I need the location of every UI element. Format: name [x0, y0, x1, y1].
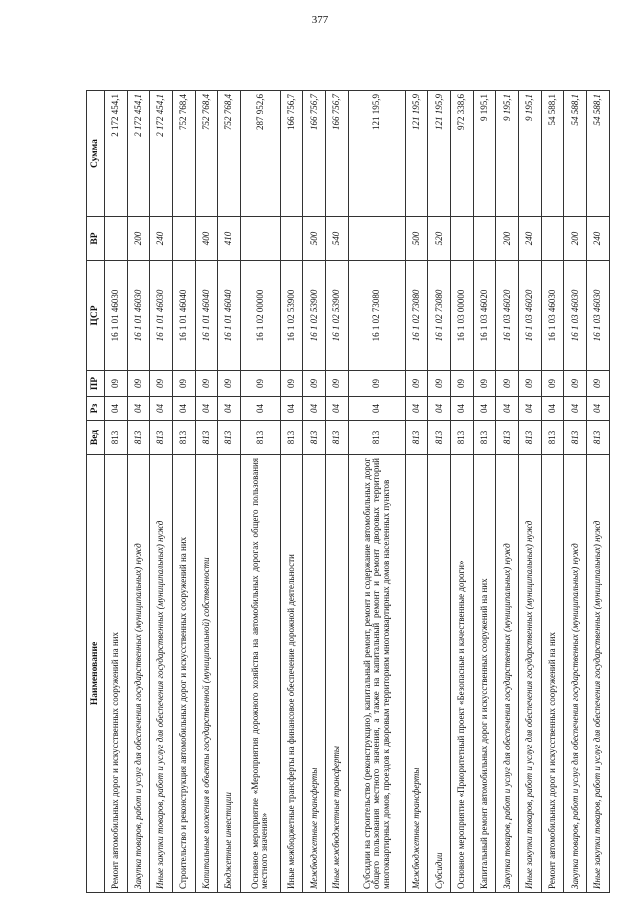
header-vr: ВР: [87, 217, 105, 261]
cell-csr: 16 1 02 73080: [428, 261, 451, 371]
cell-sum: 166 756,7: [280, 91, 303, 217]
table-row: [451, 91, 474, 893]
cell-name: Иные межбюджетные трансферты на финансовое обеспечение дорожной деятельности: [280, 455, 303, 893]
cell-rz: 04: [218, 397, 241, 421]
table-header-row: [87, 91, 105, 893]
cell-csr: 16 1 02 53900: [326, 261, 349, 371]
cell-name: Капитальные вложения в объекты государственной (муниципальной) собственности: [195, 455, 218, 893]
cell-csr: 16 1 03 46030: [541, 261, 564, 371]
cell-rz: 04: [405, 397, 428, 421]
cell-rz: 04: [195, 397, 218, 421]
table-row: [240, 91, 280, 893]
cell-vr: 240: [519, 217, 542, 261]
cell-sum: 54 588,1: [587, 91, 610, 217]
cell-pr: 09: [105, 371, 128, 397]
cell-sum: 752 768,4: [195, 91, 218, 217]
cell-vr: 200: [564, 217, 587, 261]
table-body: [105, 91, 610, 893]
cell-name: Межбюджетные трансферты: [405, 455, 428, 893]
cell-name: Закупка товаров, работ и услуг для обеспечения государственных (муниципальных) нужд: [496, 455, 519, 893]
cell-pr: 09: [172, 371, 195, 397]
cell-rz: 04: [172, 397, 195, 421]
cell-vr: 200: [496, 217, 519, 261]
cell-name: Ремонт автомобильных дорог и искусственных сооружений на них: [541, 455, 564, 893]
cell-pr: 09: [587, 371, 610, 397]
cell-pr: 09: [127, 371, 150, 397]
cell-csr: 16 1 01 46030: [105, 261, 128, 371]
table-row: [303, 91, 326, 893]
cell-vr: [348, 217, 405, 261]
cell-csr: 16 1 02 53900: [303, 261, 326, 371]
cell-rz: 04: [428, 397, 451, 421]
page-number: 377: [311, 14, 329, 26]
cell-vr: 540: [326, 217, 349, 261]
cell-ved: 813: [326, 421, 349, 455]
cell-rz: 04: [105, 397, 128, 421]
cell-csr: 16 1 02 73080: [348, 261, 405, 371]
cell-sum: 9 195,1: [519, 91, 542, 217]
cell-ved: 813: [587, 421, 610, 455]
table-row: [105, 91, 128, 893]
table-row: [496, 91, 519, 893]
cell-sum: 2 172 454,1: [127, 91, 150, 217]
cell-pr: 09: [150, 371, 173, 397]
cell-rz: 04: [303, 397, 326, 421]
cell-ved: 813: [428, 421, 451, 455]
cell-sum: 752 768,4: [218, 91, 241, 217]
cell-pr: 09: [473, 371, 496, 397]
table-row: [473, 91, 496, 893]
cell-name: Основное мероприятие «Приоритетный проект «Безопасные и качественные дороги»: [451, 455, 474, 893]
cell-ved: 813: [564, 421, 587, 455]
cell-rz: 04: [326, 397, 349, 421]
cell-csr: 16 1 03 46020: [473, 261, 496, 371]
cell-rz: 04: [496, 397, 519, 421]
table-row: [587, 91, 610, 893]
cell-pr: 09: [326, 371, 349, 397]
cell-pr: 09: [218, 371, 241, 397]
cell-name: Основное мероприятие «Мероприятия дорожного хозяйства на автомобильных дорогах общего пользования местного значения»: [240, 455, 280, 893]
cell-sum: 54 588,1: [541, 91, 564, 217]
cell-vr: [172, 217, 195, 261]
cell-csr: 16 1 02 53900: [280, 261, 303, 371]
cell-ved: 813: [280, 421, 303, 455]
cell-sum: 2 172 454,1: [150, 91, 173, 217]
cell-ved: 813: [240, 421, 280, 455]
cell-vr: 240: [587, 217, 610, 261]
table-row: [195, 91, 218, 893]
cell-name: Бюджетные инвестиции: [218, 455, 241, 893]
table-row: [541, 91, 564, 893]
table-row: [326, 91, 349, 893]
cell-ved: 813: [303, 421, 326, 455]
cell-rz: 04: [473, 397, 496, 421]
cell-pr: 09: [240, 371, 280, 397]
header-ved: Вед: [87, 421, 105, 455]
table-row: [127, 91, 150, 893]
cell-csr: 16 1 02 00000: [240, 261, 280, 371]
cell-pr: 09: [428, 371, 451, 397]
cell-rz: 04: [150, 397, 173, 421]
cell-vr: [280, 217, 303, 261]
cell-sum: 2 172 454,1: [105, 91, 128, 217]
cell-csr: 16 1 01 46030: [127, 261, 150, 371]
cell-vr: 520: [428, 217, 451, 261]
cell-csr: 16 1 03 00000: [451, 261, 474, 371]
table-row: [519, 91, 542, 893]
cell-sum: 972 338,6: [451, 91, 474, 217]
cell-sum: 121 195,9: [405, 91, 428, 217]
cell-pr: 09: [496, 371, 519, 397]
header-sum: Сумма: [87, 91, 105, 217]
cell-csr: 16 1 03 46030: [564, 261, 587, 371]
cell-ved: 813: [496, 421, 519, 455]
table-row: [218, 91, 241, 893]
cell-vr: [451, 217, 474, 261]
cell-sum: 9 195,1: [496, 91, 519, 217]
table-row: [150, 91, 173, 893]
cell-csr: 16 1 01 46040: [195, 261, 218, 371]
cell-vr: 240: [150, 217, 173, 261]
cell-name: Иные закупки товаров, работ и услуг для обеспечения государственных (муниципальных) нужд: [150, 455, 173, 893]
cell-ved: 813: [105, 421, 128, 455]
cell-pr: 09: [564, 371, 587, 397]
cell-pr: 09: [195, 371, 218, 397]
header-name: Наименование: [87, 455, 105, 893]
table-row: [405, 91, 428, 893]
cell-pr: 09: [348, 371, 405, 397]
cell-ved: 813: [195, 421, 218, 455]
cell-pr: 09: [405, 371, 428, 397]
cell-ved: 813: [519, 421, 542, 455]
cell-rz: 04: [240, 397, 280, 421]
cell-sum: 166 756,7: [303, 91, 326, 217]
cell-ved: 813: [405, 421, 428, 455]
cell-rz: 04: [564, 397, 587, 421]
cell-vr: 410: [218, 217, 241, 261]
cell-vr: [240, 217, 280, 261]
table-row: [428, 91, 451, 893]
cell-vr: 200: [127, 217, 150, 261]
header-rz: Рз: [87, 397, 105, 421]
cell-sum: 54 588,1: [564, 91, 587, 217]
cell-ved: 813: [127, 421, 150, 455]
cell-name: Закупка товаров, работ и услуг для обеспечения государственных (муниципальных) нужд: [127, 455, 150, 893]
cell-sum: 287 952,6: [240, 91, 280, 217]
cell-rz: 04: [280, 397, 303, 421]
cell-ved: 813: [218, 421, 241, 455]
cell-vr: 400: [195, 217, 218, 261]
cell-name: Закупка товаров, работ и услуг для обеспечения государственных (муниципальных) нужд: [564, 455, 587, 893]
cell-sum: 166 756,7: [326, 91, 349, 217]
cell-name: Строительство и реконструкция автомобильных дорог и искусственных сооружений на них: [172, 455, 195, 893]
cell-sum: 9 195,1: [473, 91, 496, 217]
cell-vr: [105, 217, 128, 261]
cell-csr: 16 1 01 46030: [150, 261, 173, 371]
cell-sum: 121 195,9: [348, 91, 405, 217]
cell-vr: [541, 217, 564, 261]
table-row: [172, 91, 195, 893]
cell-csr: 16 1 03 46030: [587, 261, 610, 371]
cell-ved: 813: [451, 421, 474, 455]
table-row: [564, 91, 587, 893]
rotated-table-container: [86, 91, 610, 893]
cell-pr: 09: [280, 371, 303, 397]
budget-table: [86, 90, 610, 893]
cell-pr: 09: [541, 371, 564, 397]
cell-ved: 813: [473, 421, 496, 455]
cell-rz: 04: [348, 397, 405, 421]
cell-name: Субсидии: [428, 455, 451, 893]
cell-pr: 09: [303, 371, 326, 397]
table-row: [280, 91, 303, 893]
cell-name: Ремонт автомобильных дорог и искусственных сооружений на них: [105, 455, 128, 893]
cell-rz: 04: [127, 397, 150, 421]
cell-name: Иные межбюджетные трансферты: [326, 455, 349, 893]
cell-rz: 04: [519, 397, 542, 421]
cell-vr: [473, 217, 496, 261]
cell-csr: 16 1 01 46040: [218, 261, 241, 371]
cell-csr: 16 1 03 46020: [496, 261, 519, 371]
cell-rz: 04: [451, 397, 474, 421]
cell-vr: 500: [303, 217, 326, 261]
cell-name: Субсидии на строительство (реконструкцию), капитальный ремонт, ремонт и содержание автомобильных дорог общего пользования местного значения, а также на капитальный ремонт и ремонт дворовых территорий многоквартирных домов, проездов к дворовым территориям многоквартирных домов населенных пунктов: [348, 455, 405, 893]
header-pr: ПР: [87, 371, 105, 397]
cell-vr: 500: [405, 217, 428, 261]
cell-ved: 813: [348, 421, 405, 455]
cell-name: Капитальный ремонт автомобильных дорог и искусственных сооружений на них: [473, 455, 496, 893]
cell-pr: 09: [519, 371, 542, 397]
cell-pr: 09: [451, 371, 474, 397]
cell-name: Иные закупки товаров, работ и услуг для обеспечения государственных (муниципальных) нужд: [519, 455, 542, 893]
cell-ved: 813: [150, 421, 173, 455]
header-csr: ЦСР: [87, 261, 105, 371]
cell-name: Межбюджетные трансферты: [303, 455, 326, 893]
cell-sum: 121 195,9: [428, 91, 451, 217]
cell-rz: 04: [587, 397, 610, 421]
cell-csr: 16 1 02 73080: [405, 261, 428, 371]
cell-rz: 04: [541, 397, 564, 421]
table-row: [348, 91, 405, 893]
cell-ved: 813: [172, 421, 195, 455]
cell-sum: 752 768,4: [172, 91, 195, 217]
cell-ved: 813: [541, 421, 564, 455]
cell-csr: 16 1 01 46040: [172, 261, 195, 371]
cell-csr: 16 1 03 46020: [519, 261, 542, 371]
cell-name: Иные закупки товаров, работ и услуг для обеспечения государственных (муниципальных) нужд: [587, 455, 610, 893]
